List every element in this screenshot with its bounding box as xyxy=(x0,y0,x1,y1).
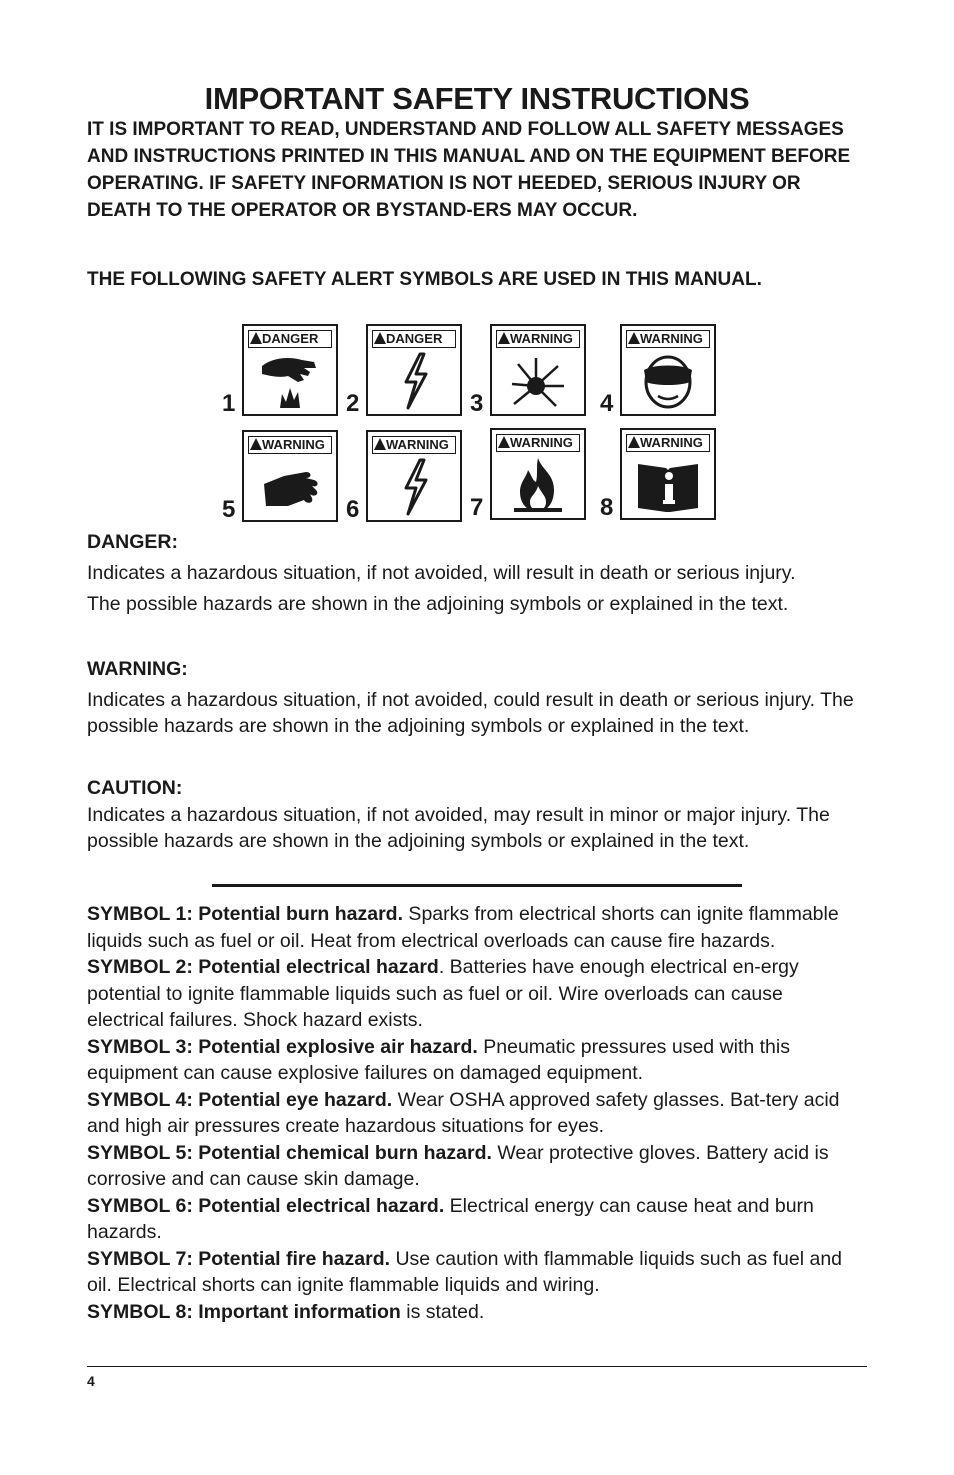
symbol-number: 2 xyxy=(346,390,360,417)
lightning-icon xyxy=(382,352,446,410)
danger-description: Indicates a hazardous situation, if not avoided, will result in death or serious injury. The possible hazards are shown in the adjoining symbols or explained in the text. xyxy=(87,562,796,615)
page-number: 4 xyxy=(87,1373,95,1389)
alert-triangle-icon xyxy=(628,332,640,344)
page-title: IMPORTANT SAFETY INSTRUCTIONS xyxy=(204,81,750,116)
caution-section xyxy=(87,775,867,855)
symbol-number: 3 xyxy=(470,390,484,417)
symbol-descriptions xyxy=(87,901,857,1325)
symbol-grid xyxy=(220,322,720,523)
symbol-6-description: SYMBOL 6: Potential electrical hazard. Electrical energy can cause heat and burn hazards. xyxy=(87,1194,814,1243)
alert-triangle-icon xyxy=(250,332,262,344)
symbol-header: WARNING xyxy=(626,330,710,348)
hand-burn-icon xyxy=(258,352,322,410)
symbol-frame xyxy=(620,428,716,520)
symbol-8 xyxy=(600,428,716,521)
symbol-7-description: SYMBOL 7: Potential fire hazard. Use caution with flammable liquids such as fuel and oil. Electrical shorts can ignite flammable liquids and wiring. xyxy=(87,1247,843,1296)
symbol-1-description: SYMBOL 1: Potential burn hazard. Sparks from electrical shorts can ignite flammable liquids such as fuel or oil. Heat from electrical overloads can cause fire hazards. xyxy=(87,903,839,952)
intro-warning: IT IS IMPORTANT TO READ, UNDERSTAND AND FOLLOW ALL SAFETY MESSAGES AND INSTRUCTIONS PRINTED IN THIS MANUAL AND ON THE EQUIPMENT BEFORE OPERATING. IF SAFETY INFORMATION IS NOT HEEDED, SERIOUS INJURY OR DEATH TO THE OPERATOR OR BYSTAND-ERS MAY OCCUR. xyxy=(87,119,851,221)
warning-description: Indicates a hazardous situation, if not avoided, could result in death or serious injury. The possible hazards are shown in the adjoining symbols or explained in the text. xyxy=(87,688,854,737)
symbol-4 xyxy=(600,324,716,417)
alert-triangle-icon xyxy=(498,332,510,344)
alert-symbols-intro: THE FOLLOWING SAFETY ALERT SYMBOLS ARE USED IN THIS MANUAL. xyxy=(87,269,762,290)
symbol-frame xyxy=(242,430,338,522)
symbol-number: 7 xyxy=(470,494,484,521)
explosion-icon xyxy=(506,352,570,410)
symbol-7 xyxy=(470,428,586,521)
symbol-frame xyxy=(242,324,338,416)
symbol-2-description: SYMBOL 2: Potential electrical hazard. Batteries have enough electrical en-ergy potential to ignite flammable liquids such as fuel or oil. Wire overloads can cause electrical failures. Shock hazard exists. xyxy=(87,956,799,1031)
caution-heading: CAUTION: xyxy=(87,777,183,799)
symbol-header: WARNING xyxy=(248,436,332,454)
symbol-frame xyxy=(490,324,586,416)
symbol-header: WARNING xyxy=(496,330,580,348)
info-book-icon xyxy=(636,456,700,514)
symbol-8-description: SYMBOL 8: Important information is stated. xyxy=(87,1300,485,1323)
symbol-5-description: SYMBOL 5: Potential chemical burn hazard. Wear protective gloves. Battery acid is corrosive and can cause skin damage. xyxy=(87,1141,829,1190)
symbol-number: 1 xyxy=(222,390,236,417)
glove-icon xyxy=(258,458,322,516)
symbol-2 xyxy=(346,324,462,417)
symbol-3-description: SYMBOL 3: Potential explosive air hazard. Pneumatic pressures used with this equipment can cause explosive failures on damaged equipment. xyxy=(87,1035,790,1084)
symbol-1 xyxy=(222,324,338,417)
symbol-number: 6 xyxy=(346,496,360,523)
safety-goggles-icon xyxy=(636,352,700,410)
symbol-frame xyxy=(620,324,716,416)
lightning-icon xyxy=(382,458,446,516)
alert-triangle-icon xyxy=(628,436,640,448)
symbol-header: DANGER xyxy=(248,330,332,348)
symbol-6 xyxy=(346,430,462,523)
symbol-number: 8 xyxy=(600,494,614,521)
symbol-4-description: SYMBOL 4: Potential eye hazard. Wear OSHA approved safety glasses. Bat-tery acid and high air pressures create hazardous situations for eyes. xyxy=(87,1088,840,1137)
danger-section xyxy=(87,527,867,620)
symbol-frame xyxy=(366,324,462,416)
warning-heading: WARNING: xyxy=(87,658,188,680)
footer-divider xyxy=(87,1366,867,1367)
caution-description: Indicates a hazardous situation, if not avoided, may result in minor or major injury. The possible hazards are shown in the adjoining symbols or explained in the text. xyxy=(87,803,830,852)
symbol-header: WARNING xyxy=(372,436,456,454)
danger-heading: DANGER: xyxy=(87,531,178,553)
symbol-frame xyxy=(490,428,586,520)
alert-triangle-icon xyxy=(374,438,386,450)
alert-triangle-icon xyxy=(374,332,386,344)
section-divider xyxy=(212,884,742,887)
alert-triangle-icon xyxy=(250,438,262,450)
symbol-3 xyxy=(470,324,586,417)
symbol-header: DANGER xyxy=(372,330,456,348)
symbol-number: 5 xyxy=(222,496,236,523)
warning-section xyxy=(87,656,867,740)
alert-triangle-icon xyxy=(498,436,510,448)
fire-icon xyxy=(506,456,570,514)
symbol-header: WARNING xyxy=(496,434,580,452)
symbol-5 xyxy=(222,430,338,523)
symbol-frame xyxy=(366,430,462,522)
symbol-number: 4 xyxy=(600,390,614,417)
symbol-header: WARNING xyxy=(626,434,710,452)
